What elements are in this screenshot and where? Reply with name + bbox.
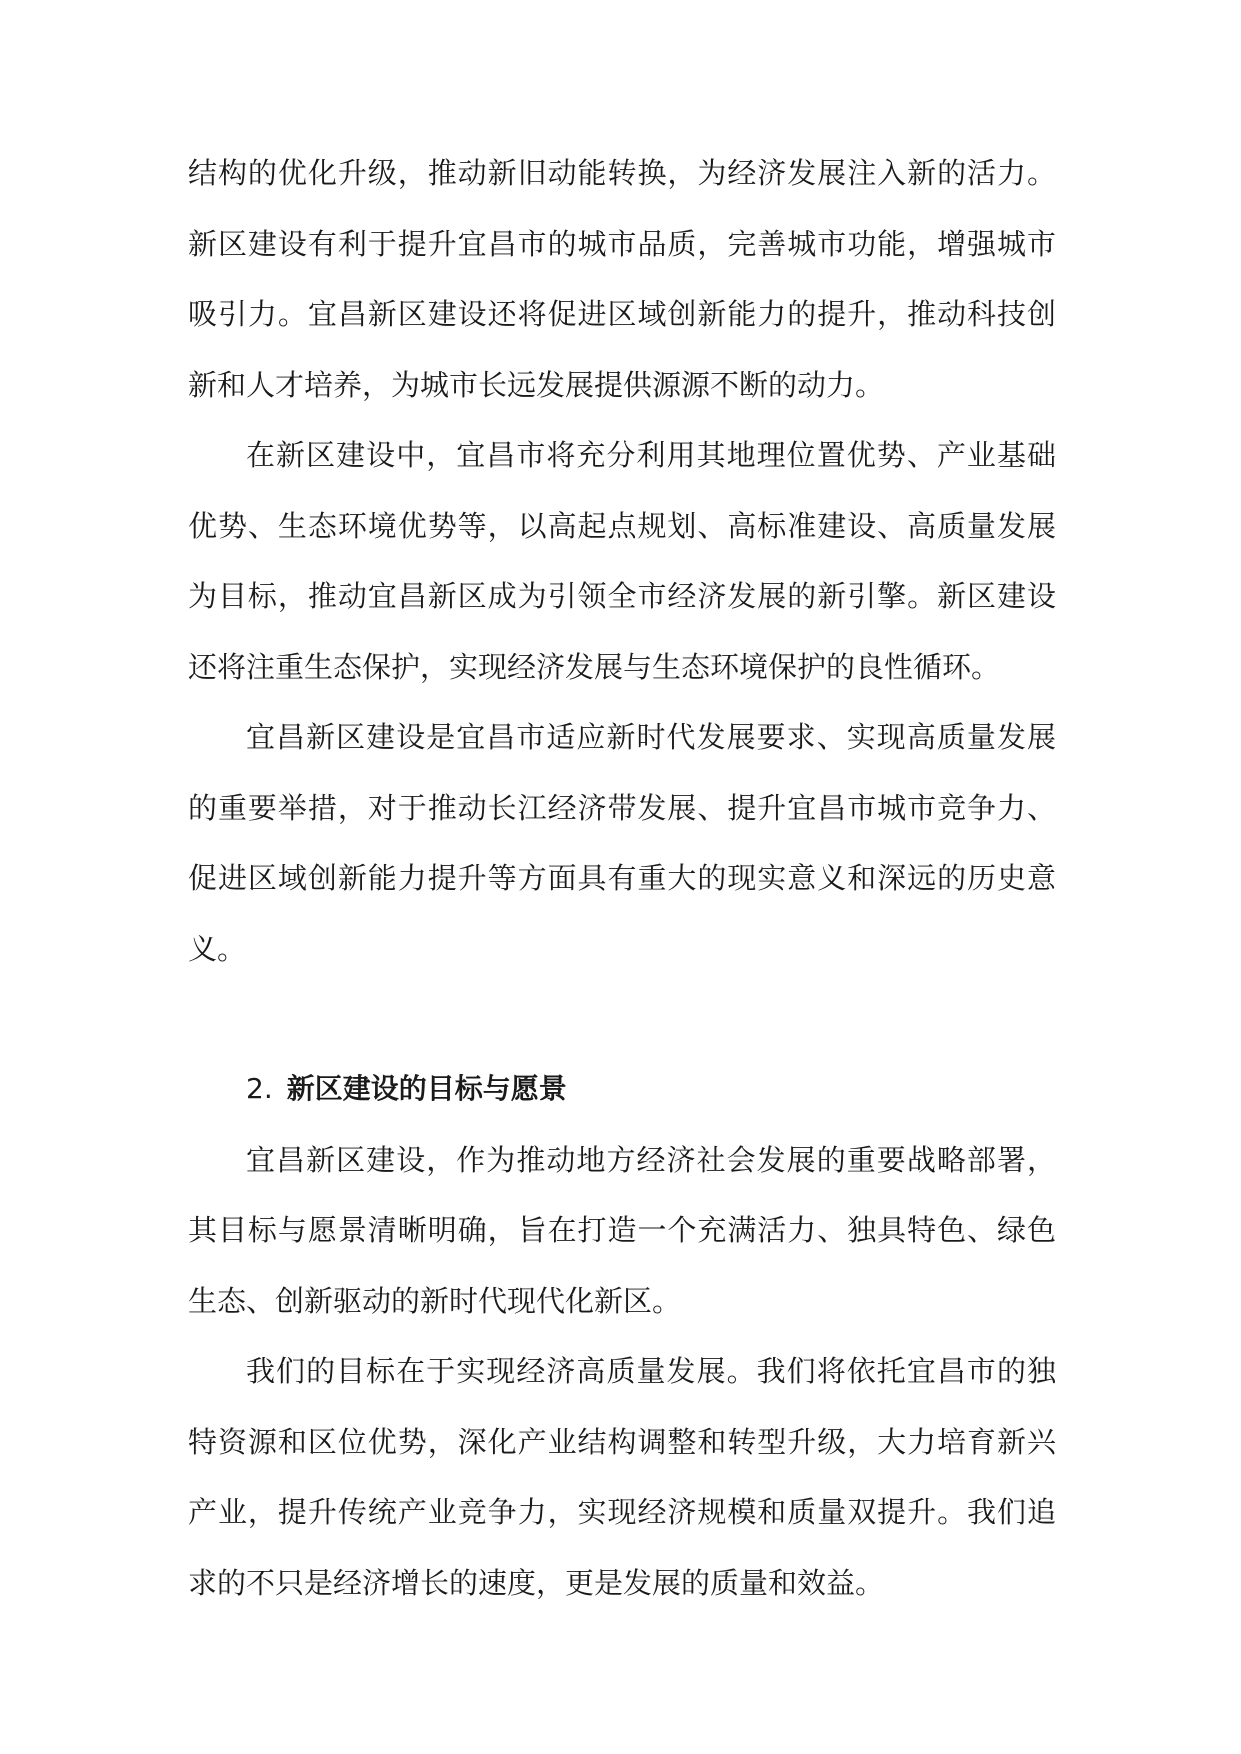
section-title: 新区建设的目标与愿景	[286, 1072, 567, 1105]
paragraph: 在新区建设中，宜昌市将充分利用其地理位置优势、产业基础优势、生态环境优势等，以高起点规划、高标准建设、高质量发展为目标，推动宜昌新区成为引领全市经济发展的新引擎。新区建设还将注重生态保护，实现经济发展与生态环境保护的良性循环。	[188, 438, 1056, 684]
paragraph: 我们的目标在于实现经济高质量发展。我们将依托宜昌市的独特资源和区位优势，深化产业结构调整和转型升级，大力培育新兴产业，提升传统产业竞争力，实现经济规模和质量双提升。我们追求的不只是经济增长的速度，更是发展的质量和效益。	[188, 1354, 1056, 1600]
paragraph-continued: 结构的优化升级，推动新旧动能转换，为经济发展注入新的活力。新区建设有利于提升宜昌市的城市品质，完善城市功能，增强城市吸引力。宜昌新区建设还将促进区域创新能力的提升，推动科技创新和人才培养，为城市长远发展提供源源不断的动力。	[188, 156, 1056, 402]
section-heading	[188, 1054, 1056, 1125]
section-number: 2.	[246, 1072, 273, 1105]
paragraph: 宜昌新区建设，作为推动地方经济社会发展的重要战略部署，其目标与愿景清晰明确，旨在打造一个充满活力、独具特色、绿色生态、创新驱动的新时代现代化新区。	[188, 1142, 1056, 1318]
document-page	[188, 138, 1056, 1618]
paragraph: 宜昌新区建设是宜昌市适应新时代发展要求、实现高质量发展的重要举措，对于推动长江经济带发展、提升宜昌市城市竞争力、促进区域创新能力提升等方面具有重大的现实意义和深远的历史意义。	[188, 720, 1056, 966]
